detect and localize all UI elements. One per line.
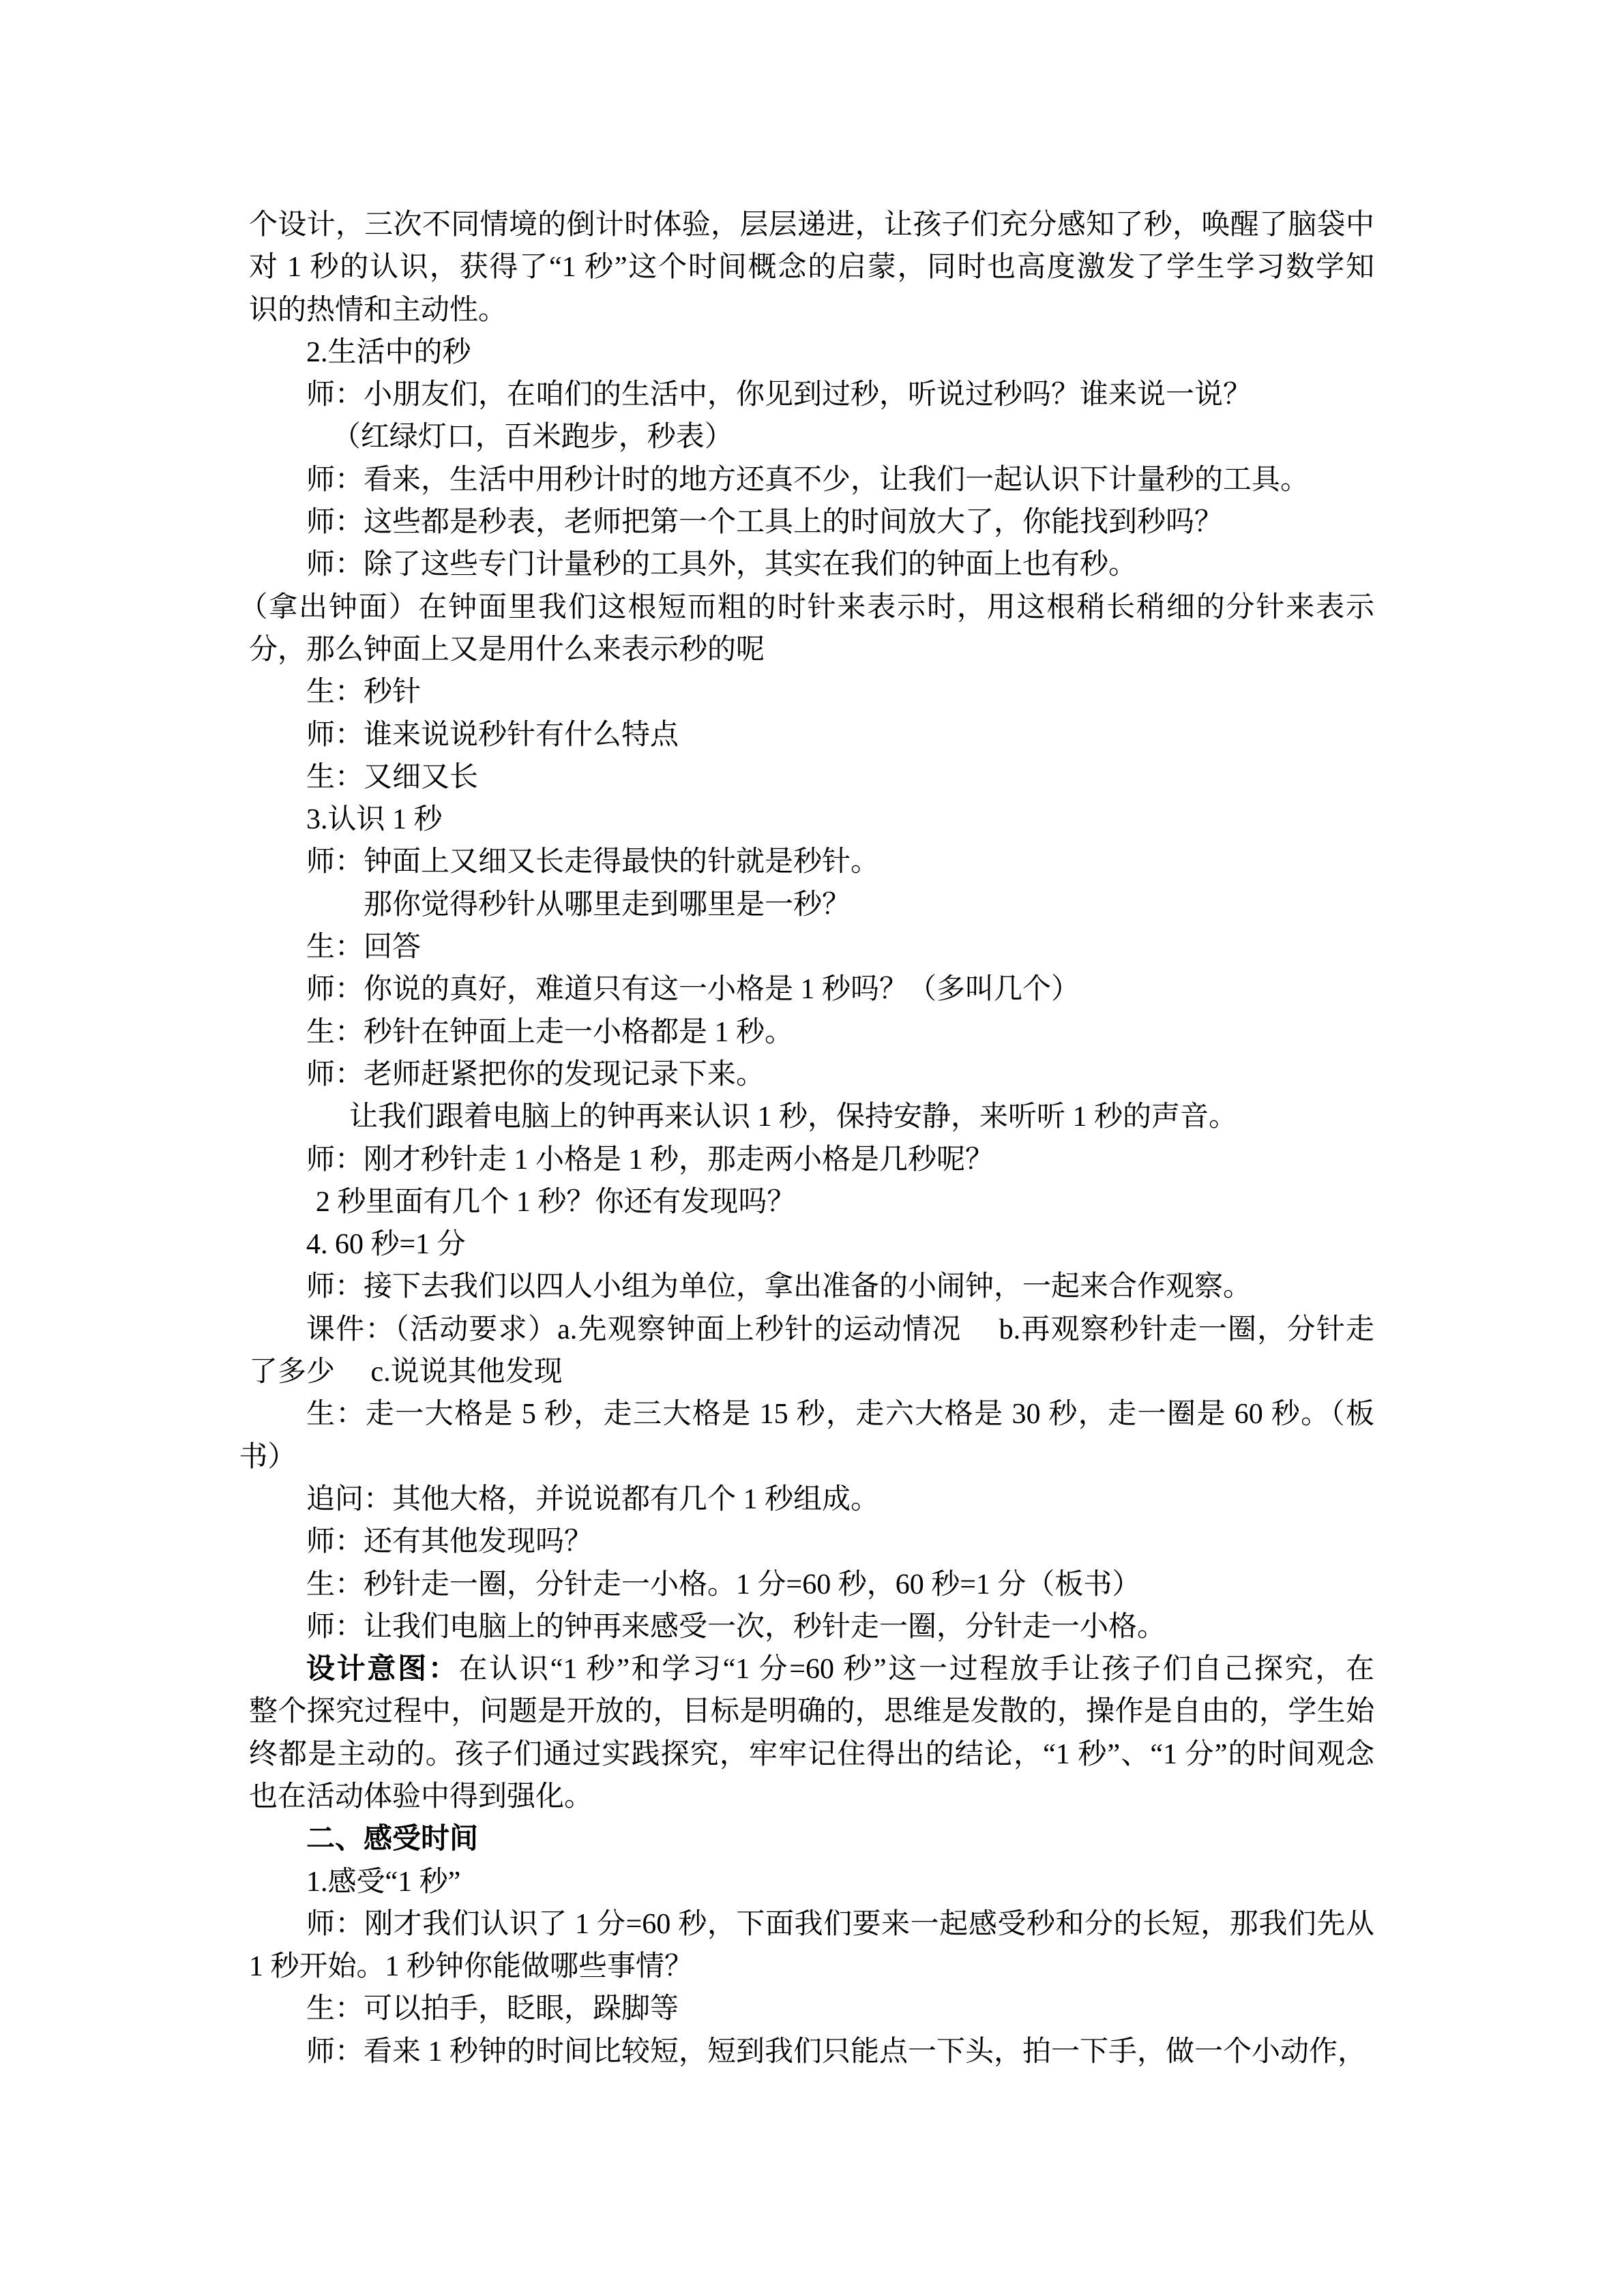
text-line: 2.生活中的秒 xyxy=(306,336,471,368)
text-line: 生：又细又长 xyxy=(306,761,479,793)
text-line: 师：小朋友们，在咱们的生活中，你见到过秒，听说过秒吗？谁来说一说？ xyxy=(306,379,1252,411)
text-line: 师：刚才秒针走 1 小格是 1 秒，那走两小格是几秒呢？ xyxy=(306,1144,994,1176)
text-line: 整个探究过程中，问题是开放的，目标是明确的，思维是发散的，操作是自由的，学生始 xyxy=(249,1696,1374,1728)
text-line: 师：看来 1 秒钟的时间比较短，短到我们只能点一下头，拍一下手，做一个小动作， xyxy=(306,2036,1367,2068)
text-line: 追问：其他大格，并说说都有几个 1 秒组成。 xyxy=(306,1483,880,1515)
text-line: 2 秒里面有几个 1 秒？你还有发现吗？ xyxy=(315,1186,796,1218)
text-line: （红绿灯口，百米跑步，秒表） xyxy=(331,421,733,453)
text-line: 二、感受时间 xyxy=(306,1823,479,1855)
text-line: 生：可以拍手，眨眼，跺脚等 xyxy=(306,1993,679,2025)
text-line: 师：钟面上又细又长走得最快的针就是秒针。 xyxy=(306,846,880,878)
bold-label: 设计意图： xyxy=(306,1654,459,1686)
text-line: 让我们跟着电脑上的钟再来认识 1 秒，保持安静，来听听 1 秒的声音。 xyxy=(349,1101,1238,1133)
text-line: 生：秒针在钟面上走一小格都是 1 秒。 xyxy=(306,1016,794,1048)
text-line: 4. 60 秒=1 分 xyxy=(306,1229,466,1261)
text-line: 师：还有其他发现吗？ xyxy=(306,1526,593,1558)
text-line: 生：回答 xyxy=(306,931,422,964)
text-line: 生：秒针走一圈，分针走一小格。1 分=60 秒，60 秒=1 分（板书） xyxy=(306,1568,1141,1600)
document-text-block xyxy=(239,204,1374,2073)
text-line: 终都是主动的。孩子们通过实践探究，牢牢记住得出的结论，“1 秒”、“1 分”的时间观念 xyxy=(249,1738,1374,1770)
text-line: 师：你说的真好，难道只有这一小格是 1 秒吗？（多叫几个） xyxy=(306,974,1080,1006)
text-line: 个设计，三次不同情境的倒计时体验，层层递进，让孩子们充分感知了秒，唤醒了脑袋中 xyxy=(249,209,1374,241)
text-line: （拿出钟面）在钟面里我们这根短而粗的时针来表示时，用这根稍长稍细的分针来表示 xyxy=(239,591,1374,623)
text-line: 师：让我们电脑上的钟再来感受一次，秒针走一圈，分针走一小格。 xyxy=(306,1611,1166,1643)
text-line: 也在活动体验中得到强化。 xyxy=(249,1780,593,1813)
text-line: 师：除了这些专门计量秒的工具外，其实在我们的钟面上也有秒。 xyxy=(306,549,1138,581)
text-line: 对 1 秒的认识，获得了“1 秒”这个时间概念的启蒙，同时也高度激发了学生学习数学知 xyxy=(249,252,1374,284)
text-line: 书） xyxy=(239,1441,297,1473)
text-line: 设计意图：在认识“1 秒”和学习“1 分=60 秒”这一过程放手让孩子们自己探究，在 xyxy=(306,1654,1374,1686)
text-line: 生：秒针 xyxy=(306,676,422,709)
text-line: 师：谁来说说秒针有什么特点 xyxy=(306,719,679,751)
text-line: 师：看来，生活中用秒计时的地方还真不少，让我们一起认识下计量秒的工具。 xyxy=(306,464,1310,496)
text-line: 了多少 c.说说其他发现 xyxy=(249,1356,563,1388)
text-line: 3.认识 1 秒 xyxy=(306,804,443,836)
text-line: 识的热情和主动性。 xyxy=(249,294,507,326)
text-line: 生：走一大格是 5 秒，走三大格是 15 秒，走六大格是 30 秒，走一圈是 60 秒。（板 xyxy=(306,1399,1374,1431)
text-line: 师：这些都是秒表，老师把第一个工具上的时间放大了，你能找到秒吗？ xyxy=(306,507,1224,539)
text-line: 师：老师赶紧把你的发现记录下来。 xyxy=(306,1058,765,1090)
text-line: 师：刚才我们认识了 1 分=60 秒，下面我们要来一起感受秒和分的长短，那我们先从 xyxy=(306,1908,1374,1940)
text-line: 1 秒开始。1 秒钟你能做哪些事情？ xyxy=(249,1951,694,1983)
text-line: 课件：（活动要求）a.先观察钟面上秒针的运动情况 b.再观察秒针走一圈，分针走 xyxy=(306,1313,1374,1345)
text-line: 师：接下去我们以四人小组为单位，拿出准备的小闹钟，一起来合作观察。 xyxy=(306,1271,1252,1303)
text-line: 1.感受“1 秒” xyxy=(306,1866,461,1898)
text-line: 分，那么钟面上又是用什么来表示秒的呢 xyxy=(249,633,765,666)
text-line: 那你觉得秒针从哪里走到哪里是一秒？ xyxy=(364,889,851,921)
